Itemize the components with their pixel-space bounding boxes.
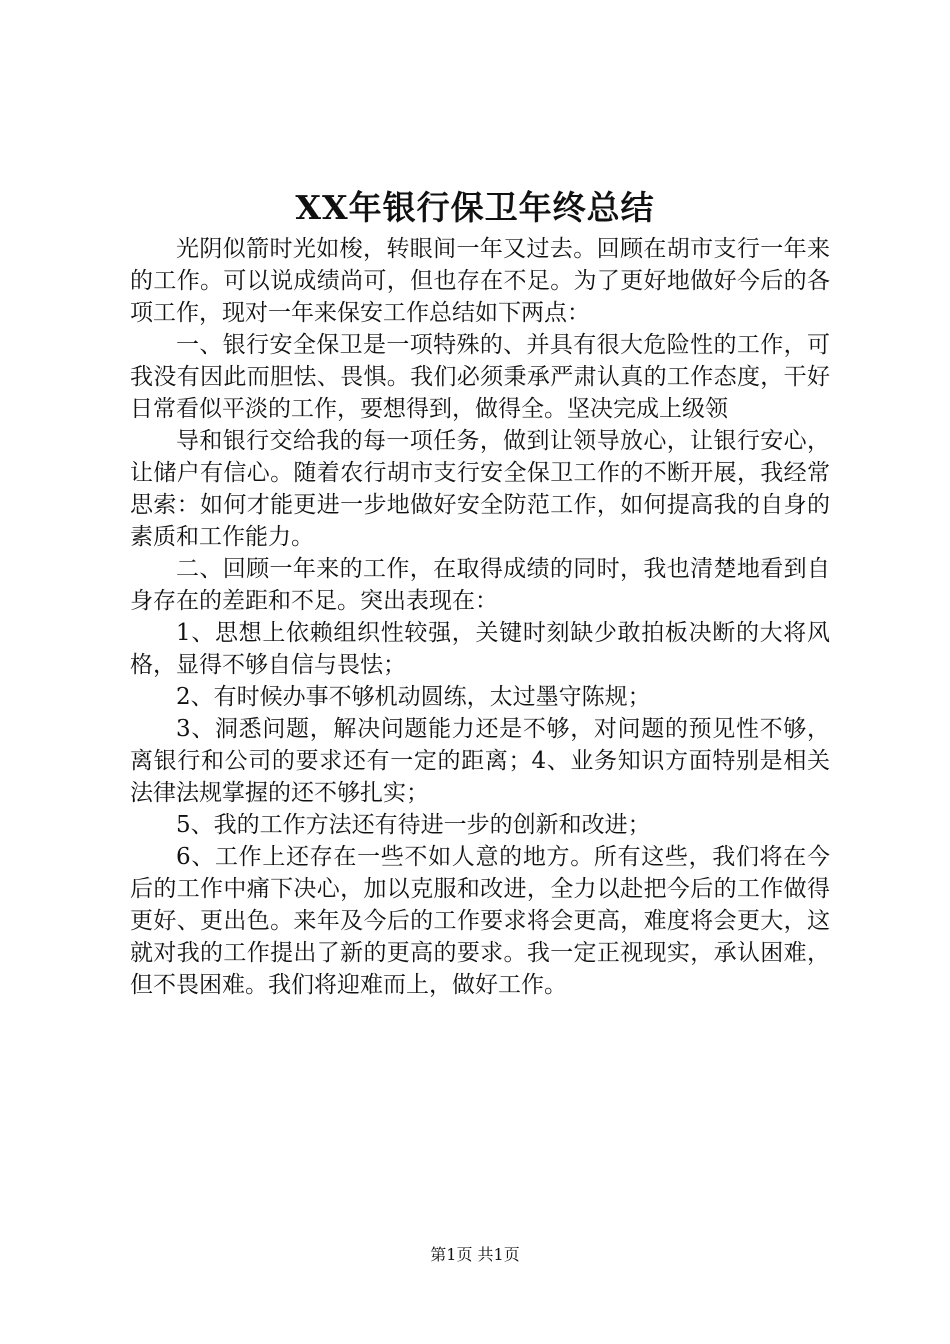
paragraph-point-one-continued: 导和银行交给我的每一项任务，做到让领导放心，让银行安心，让储户有信心。随着农行胡市支行安全保卫工作的不断开展，我经常思索：如何才能更进一步地做好安全防范工作，如何提高我的自身的素质和工作能力。 [130,428,830,550]
paragraph-intro: 光阴似箭时光如梭，转眼间一年又过去。回顾在胡市支行一年来的工作。可以说成绩尚可，但也存在不足。为了更好地做好今后的各项工作，现对一年来保安工作总结如下两点： [130,236,830,326]
document-title: XX年银行保卫年终总结 [295,188,655,227]
list-item: 6、工作上还存在一些不如人意的地方。所有这些，我们将在今后的工作中痛下决心，加以克服和改进，全力以赴把今后的工作做得更好、更出色。来年及今后的工作要求将会更高，难度将会更大，这就对我的工作提出了新的更高的要求。我一定正视现实，承认困难，但不畏困难。我们将迎难而上，做好工作。 [130,844,830,998]
list-item: 3、洞悉问题，解决问题能力还是不够，对问题的预见性不够，离银行和公司的要求还有一定的距离；4、业务知识方面特别是相关法律法规掌握的还不够扎实； [130,716,830,806]
paragraph-point-two: 二、回顾一年来的工作，在取得成绩的同时，我也清楚地看到自身存在的差距和不足。突出表现在： [130,556,830,614]
list-item: 2、有时候办事不够机动圆练，太过墨守陈规； [176,684,651,710]
list-item: 1、思想上依赖组织性较强，关键时刻缺少敢拍板决断的大将风格，显得不够自信与畏怯； [130,620,830,678]
page-number-footer: 第1页 共1页 [430,1245,520,1264]
document-body [130,233,830,1001]
list-item: 5、我的工作方法还有待进一步的创新和改进； [176,812,651,838]
paragraph-point-one: 一、银行安全保卫是一项特殊的、并具有很大危险性的工作，可我没有因此而胆怯、畏惧。我们必须秉承严肃认真的工作态度，干好日常看似平淡的工作，要想得到，做得全。坚决完成上级领 [130,332,830,422]
